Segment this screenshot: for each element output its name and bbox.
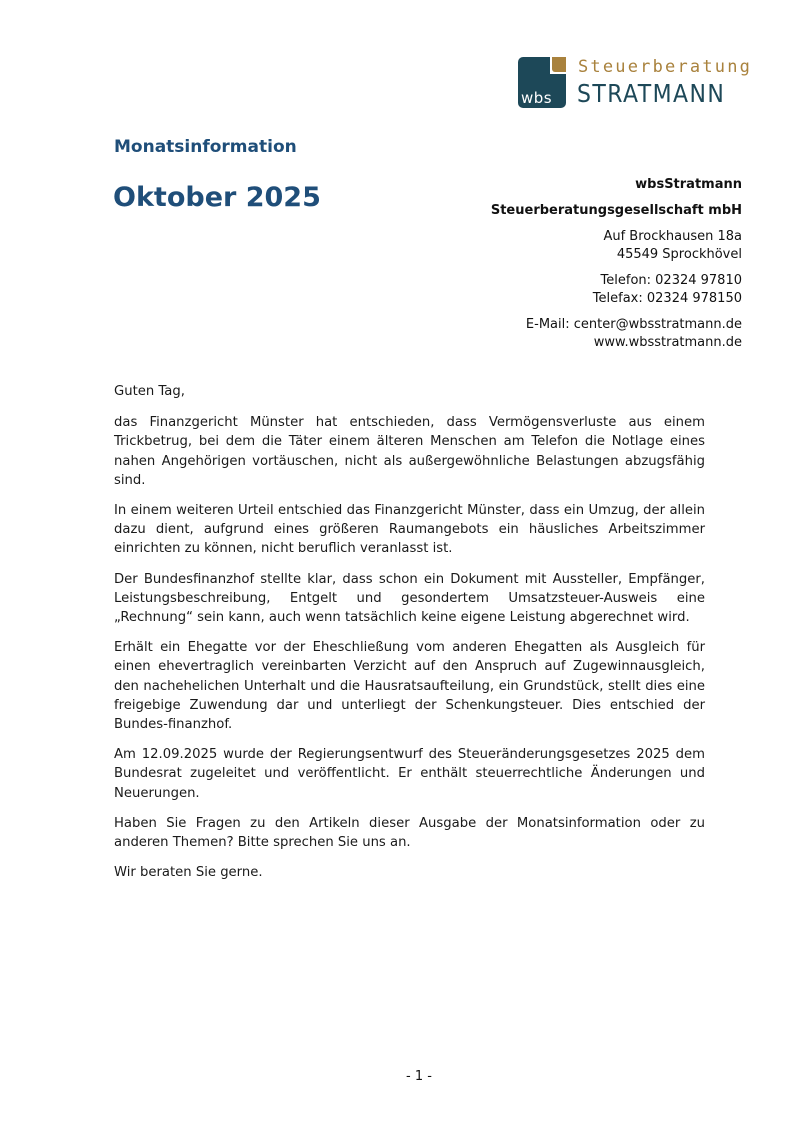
paragraph: das Finanzgericht Münster hat entschieden, dass Vermögensverluste aus einem Trickbetrug, bei dem die Täter einem älteren Menschen am Telefon die Notlage eines nahen Angehörigen vortäuschen, nicht als außergewöhnliche Belastungen abzugsfähig sind. xyxy=(114,415,705,488)
street: Auf Brockhausen 18a xyxy=(603,229,742,244)
greeting: Guten Tag, xyxy=(114,384,185,399)
company-name: wbsStratmann xyxy=(635,177,742,192)
paragraph: Der Bundesfinanzhof stellte klar, dass schon ein Dokument mit Aussteller, Empfänger, Leistungsbeschreibung, Entgelt und gesondertem Umsatzsteuer-Ausweis eine „Rechnung“ sein kann, auch wenn tatsächlich keine eigene Leistung abgerechnet wird. xyxy=(114,571,705,626)
closing: Wir beraten Sie gerne. xyxy=(114,865,263,881)
page-number: - 1 - xyxy=(406,1069,432,1084)
letter-body xyxy=(114,382,705,893)
website: www.wbsstratmann.de xyxy=(593,335,742,350)
email: E-Mail: center@wbsstratmann.de xyxy=(525,317,742,332)
city: 45549 Sprockhövel xyxy=(616,247,742,262)
paragraph: Am 12.09.2025 wurde der Regierungsentwurf des Steueränderungsgesetzes 2025 dem Bundesrat zugeleitet und veröffentlicht. Er enthält steuerrechtliche Änderungen und Neuerungen. xyxy=(114,747,705,801)
logo-mark-text: wbs xyxy=(521,89,553,107)
company-type: Steuerberatungsgesellschaft mbH xyxy=(490,203,742,218)
logo-mark-icon xyxy=(518,57,566,108)
logo-tagline: Steuerberatung xyxy=(578,57,753,77)
paragraph: In einem weiteren Urteil entschied das Finanzgericht Münster, dass ein Umzug, der allein dazu dient, aufgrund eines größeren Raumangebots ein häusliches Arbeitszimmer einrichten zu können, nicht beruflich veranlasst ist. xyxy=(114,503,705,557)
document-kicker: Monatsinformation xyxy=(114,137,297,157)
paragraph: Erhält ein Ehegatte vor der Eheschließung vom anderen Ehegatten als Ausgleich für einen ehevertraglich vereinbarten Verzicht auf den Anspruch auf Zugewinnausgleich, den nachehelichen Unterhalt und die Hausratsaufteilung, ein Grundstück, stellt dies eine freigebige Zuwendung dar und unterliegt der Schenkungsteuer. Dies entschied der Bundes-finanzhof. xyxy=(114,640,705,733)
document-title: Oktober 2025 xyxy=(113,182,321,213)
phone: Telefon: 02324 97810 xyxy=(600,273,742,288)
logo-gold-corner xyxy=(552,57,566,72)
paragraph: Haben Sie Fragen zu den Artikeln dieser Ausgabe der Monatsinformation oder zu anderen Themen? Bitte sprechen Sie uns an. xyxy=(114,815,705,851)
address-block xyxy=(491,176,742,352)
company-logo xyxy=(518,57,753,109)
fax: Telefax: 02324 978150 xyxy=(592,291,742,306)
logo-wordmark: STRATMANN xyxy=(577,79,726,108)
